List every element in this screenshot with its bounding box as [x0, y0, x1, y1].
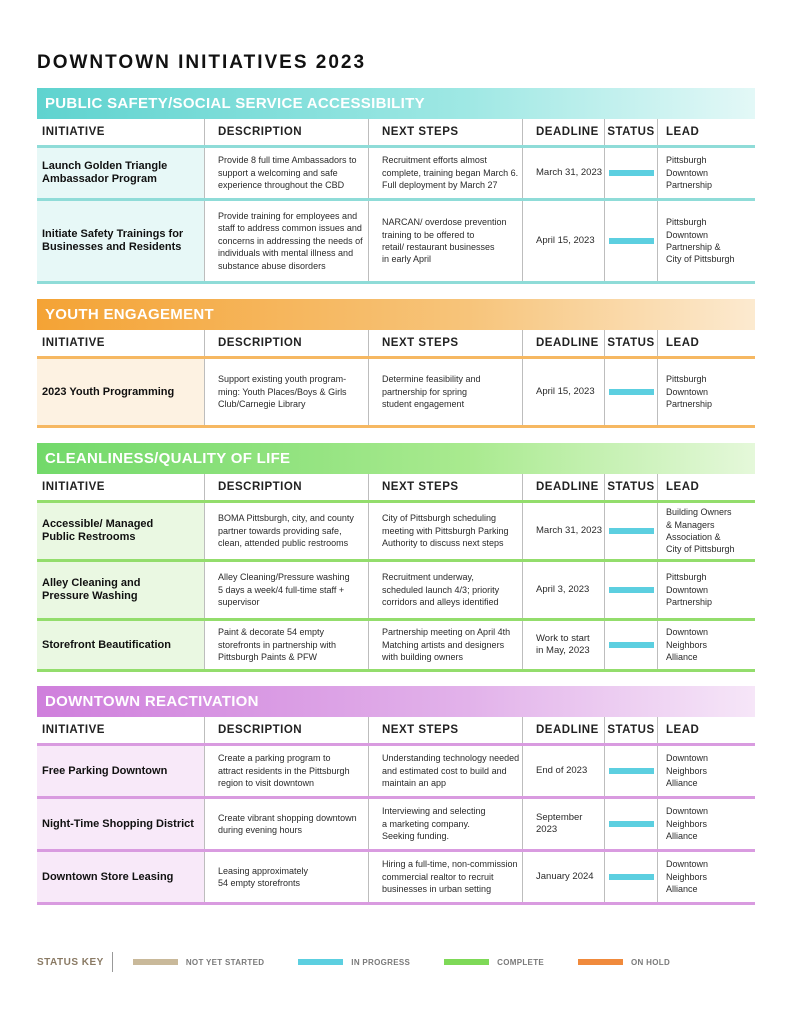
next-steps-text: Determine feasibility and partnership for spring student engagement: [382, 374, 481, 410]
status-in-progress-bar: [609, 768, 654, 774]
status-cell: [605, 562, 658, 618]
initiative-text: Initiate Safety Trainings for Businesses and Residents: [42, 228, 184, 253]
header-description: DESCRIPTION: [205, 717, 369, 743]
section-title: PUBLIC SAFETY/SOCIAL SERVICE ACCESSIBILITY: [37, 88, 755, 119]
cell-initiative: [37, 621, 205, 669]
status-cell: [605, 621, 658, 669]
table-header: [37, 474, 755, 503]
table-header: [37, 330, 755, 359]
header-status: STATUS: [605, 330, 658, 356]
page-title: DOWNTOWN INITIATIVES 2023: [37, 52, 367, 73]
header-deadline: DEADLINE: [523, 717, 605, 743]
table-row: [37, 621, 755, 672]
section-youth-engagement: [37, 299, 755, 428]
cell-description: [205, 852, 369, 902]
on-hold-label: ON HOLD: [631, 957, 671, 967]
lead-text: Downtown Neighbors Alliance: [666, 627, 709, 663]
deadline-text: End of 2023: [536, 764, 588, 776]
complete-label: COMPLETE: [497, 957, 545, 967]
deadline-text: April 15, 2023: [536, 234, 595, 246]
cell-deadline: [523, 359, 605, 425]
section-title: YOUTH ENGAGEMENT: [37, 299, 755, 330]
status-in-progress-bar: [609, 587, 654, 593]
description-text: Create a parking program to attract residents in the Pittsburgh region to visit downtown: [218, 753, 350, 789]
cell-next-steps: [369, 201, 523, 281]
cell-deadline: [523, 201, 605, 281]
in-progress-label: IN PROGRESS: [351, 957, 411, 967]
header-status: STATUS: [605, 717, 658, 743]
cell-initiative: [37, 799, 205, 849]
table-header: [37, 717, 755, 746]
section-title: DOWNTOWN REACTIVATION: [37, 686, 755, 717]
deadline-text: March 31, 2023: [536, 166, 603, 178]
header-next-steps: NEXT STEPS: [369, 717, 523, 743]
header-initiative: INITIATIVE: [37, 474, 205, 500]
lead-text: Downtown Neighbors Alliance: [666, 753, 709, 789]
status-in-progress-bar: [609, 642, 654, 648]
description-text: Alley Cleaning/Pressure washing 5 days a week/4 full-time staff + supervisor: [218, 572, 350, 608]
cell-lead: [658, 852, 755, 902]
header-initiative: INITIATIVE: [37, 119, 205, 145]
lead-text: Pittsburgh Downtown Partnership: [666, 155, 713, 191]
complete-swatch: [444, 959, 489, 965]
cell-next-steps: [369, 148, 523, 198]
cell-initiative: [37, 562, 205, 618]
next-steps-text: Interviewing and selecting a marketing company. Seeking funding.: [382, 806, 486, 842]
status-cell: [605, 201, 658, 281]
initiative-text: Downtown Store Leasing: [42, 870, 174, 883]
section-title: CLEANLINESS/QUALITY OF LIFE: [37, 443, 755, 474]
cell-lead: [658, 503, 755, 559]
next-steps-text: Hiring a full-time, non-commission commercial realtor to recruit businesses in urban setting: [382, 859, 518, 895]
cell-description: [205, 799, 369, 849]
description-text: Provide 8 full time Ambassadors to support a welcoming and safe experience throughout the CBD: [218, 155, 357, 191]
header-next-steps: NEXT STEPS: [369, 474, 523, 500]
status-in-progress-bar: [609, 389, 654, 395]
cell-description: [205, 746, 369, 796]
header-initiative: INITIATIVE: [37, 717, 205, 743]
header-initiative: INITIATIVE: [37, 330, 205, 356]
lead-text: Building Owners & Managers Association & City of Pittsburgh: [666, 507, 735, 555]
cell-initiative: [37, 503, 205, 559]
header-status: STATUS: [605, 474, 658, 500]
deadline-text: April 3, 2023: [536, 583, 590, 595]
section-cleanliness-quality-of-life: [37, 443, 755, 672]
cell-description: [205, 148, 369, 198]
cell-next-steps: [369, 852, 523, 902]
status-in-progress-bar: [609, 874, 654, 880]
cell-deadline: [523, 562, 605, 618]
lead-text: Pittsburgh Downtown Partnership: [666, 374, 713, 410]
cell-lead: [658, 746, 755, 796]
deadline-text: Work to start in May, 2023: [536, 632, 590, 656]
initiative-text: Storefront Beautification: [42, 638, 171, 651]
cell-description: [205, 562, 369, 618]
header-description: DESCRIPTION: [205, 330, 369, 356]
status-cell: [605, 359, 658, 425]
lead-text: Downtown Neighbors Alliance: [666, 859, 709, 895]
cell-initiative: [37, 852, 205, 902]
status-cell: [605, 503, 658, 559]
initiative-text: Launch Golden Triangle Ambassador Program: [42, 160, 168, 185]
cell-initiative: [37, 359, 205, 425]
status-cell: [605, 799, 658, 849]
cell-lead: [658, 359, 755, 425]
description-text: Support existing youth program- ming: Youth Places/Boys & Girls Club/Carnegie Library: [218, 374, 347, 410]
next-steps-text: Recruitment underway, scheduled launch 4/3; priority corridors and alleys identified: [382, 572, 500, 608]
header-deadline: DEADLINE: [523, 119, 605, 145]
next-steps-text: Understanding technology needed and estimated cost to build and maintain an app: [382, 753, 520, 789]
description-text: Leasing approximately 54 empty storefronts: [218, 865, 309, 888]
cell-description: [205, 503, 369, 559]
cell-lead: [658, 148, 755, 198]
deadline-text: January 2024: [536, 870, 594, 882]
table-row: [37, 799, 755, 852]
cell-next-steps: [369, 799, 523, 849]
status-key-label: STATUS KEY: [37, 956, 104, 968]
cell-initiative: [37, 148, 205, 198]
header-lead: LEAD: [666, 126, 700, 138]
header-description: DESCRIPTION: [205, 119, 369, 145]
status-in-progress-bar: [609, 821, 654, 827]
table-row: [37, 148, 755, 201]
next-steps-text: Partnership meeting on April 4th Matching artists and designers with building owners: [382, 627, 511, 663]
lead-text: Pittsburgh Downtown Partnership: [666, 572, 713, 608]
in-progress-swatch: [298, 959, 343, 965]
on-hold-swatch: [578, 959, 623, 965]
header-lead: LEAD: [666, 337, 700, 349]
not-started-label: NOT YET STARTED: [185, 957, 265, 967]
description-text: Provide training for employees and staff to address common issues and concerns in addressing the needs of individuals with mental illness and substance abuse disorders: [218, 210, 363, 271]
header-lead: LEAD: [666, 724, 700, 736]
initiative-text: Free Parking Downtown: [42, 764, 168, 777]
status-cell: [605, 852, 658, 902]
cell-next-steps: [369, 503, 523, 559]
next-steps-text: NARCAN/ overdose prevention training to be offered to retail/ restaurant businesses in early April: [382, 217, 507, 265]
cell-initiative: [37, 201, 205, 281]
status-cell: [605, 746, 658, 796]
cell-deadline: [523, 852, 605, 902]
description-text: Create vibrant shopping downtown during evening hours: [218, 812, 357, 835]
cell-description: [205, 621, 369, 669]
status-key: [37, 952, 704, 972]
initiative-text: Night-Time Shopping District: [42, 817, 194, 830]
header-next-steps: NEXT STEPS: [369, 330, 523, 356]
section-downtown-reactivation: [37, 686, 755, 905]
header-deadline: DEADLINE: [523, 330, 605, 356]
initiative-text: Accessible/ Managed Public Restrooms: [42, 518, 154, 543]
cell-lead: [658, 799, 755, 849]
cell-initiative: [37, 746, 205, 796]
table-row: [37, 359, 755, 428]
status-in-progress-bar: [609, 528, 654, 534]
lead-text: Pittsburgh Downtown Partnership & City of Pittsburgh: [666, 217, 735, 265]
header-lead: LEAD: [666, 481, 700, 493]
cell-deadline: [523, 746, 605, 796]
next-steps-text: Recruitment efforts almost complete, training began March 6. Full deployment by March 27: [382, 155, 519, 191]
not-started-swatch: [133, 959, 178, 965]
cell-next-steps: [369, 562, 523, 618]
initiative-text: 2023 Youth Programming: [42, 385, 175, 398]
next-steps-text: City of Pittsburgh scheduling meeting with Pittsburgh Parking Authority to discuss next steps: [382, 513, 509, 549]
initiative-text: Alley Cleaning and Pressure Washing: [42, 577, 141, 602]
lead-text: Downtown Neighbors Alliance: [666, 806, 709, 842]
header-next-steps: NEXT STEPS: [369, 119, 523, 145]
description-text: BOMA Pittsburgh, city, and county partner towards providing safe, clean, attended public restrooms: [218, 513, 354, 549]
status-cell: [605, 148, 658, 198]
cell-lead: [658, 562, 755, 618]
header-status: STATUS: [605, 119, 658, 145]
cell-lead: [658, 621, 755, 669]
cell-deadline: [523, 799, 605, 849]
cell-deadline: [523, 503, 605, 559]
section-public-safety-social-service-accessibility: [37, 88, 755, 284]
deadline-text: March 31, 2023: [536, 524, 603, 536]
cell-next-steps: [369, 746, 523, 796]
table-row: [37, 746, 755, 799]
cell-next-steps: [369, 621, 523, 669]
table-row: [37, 503, 755, 562]
cell-deadline: [523, 148, 605, 198]
table-row: [37, 201, 755, 284]
status-in-progress-bar: [609, 170, 654, 176]
cell-deadline: [523, 621, 605, 669]
cell-lead: [658, 201, 755, 281]
header-deadline: DEADLINE: [523, 474, 605, 500]
header-description: DESCRIPTION: [205, 474, 369, 500]
description-text: Paint & decorate 54 empty storefronts in partnership with Pittsburgh Paints & PFW: [218, 627, 337, 663]
cell-description: [205, 201, 369, 281]
cell-next-steps: [369, 359, 523, 425]
table-row: [37, 852, 755, 905]
table-row: [37, 562, 755, 621]
deadline-text: September 2023: [536, 811, 583, 835]
cell-description: [205, 359, 369, 425]
deadline-text: April 15, 2023: [536, 385, 595, 397]
table-header: [37, 119, 755, 148]
status-key-brace: [112, 952, 121, 972]
status-in-progress-bar: [609, 238, 654, 244]
